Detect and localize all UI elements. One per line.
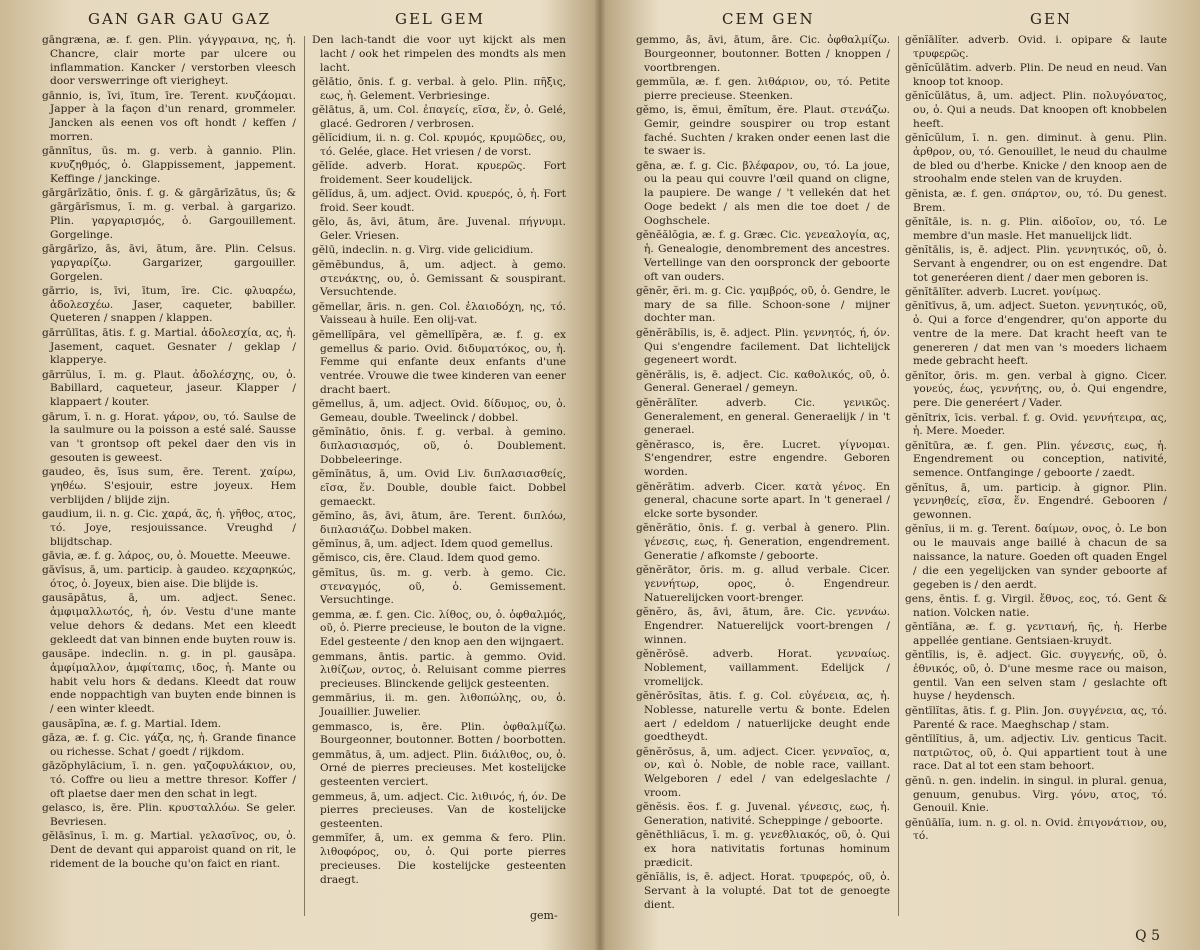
dictionary-entry: gānnio, is, īvi, ītum, īre. Terent. κνυζάομαι. Japper à la façon d'un renard, grommeler. Jancken als eenen vos oft hondt / keffen / morren. [42,89,296,144]
dictionary-entry: gĕmĭnus, ā, um. adject. Idem quod gemellus. [312,538,554,551]
dictionary-entry: gāvīsus, ā, um. particip. à gaudeo. κεχαρηκώς, ότος, ὁ. Joyeux, bien aise. Die blijde is. [42,564,296,591]
dictionary-entry: Den lach-tandt die voor uyt kijckt als men lacht / ook het rimpelen des mondts als men lacht. [312,34,566,74]
dictionary-entry: gemma, æ. f. gen. Cic. λίθος, ου, ὁ. ὀφθαλμός, οῦ, ὁ. Pierre precieuse, le bouton de la vigne. Edel gesteente / den knop aen den wijngaert. [312,608,566,649]
right-page-column-1 [636,34,890,934]
dictionary-entry: gĕmĭnātus, ā, um. Ovid Liv. διπλασιασθείς, εῖσα, ἕν. Double, double faict. Dobbel gemaeckt. [312,468,566,508]
dictionary-entry: gānnītus, ūs. m. g. verb. à gannio. Plin. κνυζηθμός, ὁ. Glappissement, jappement. Keffinge / janckinge. [42,145,296,185]
dictionary-entry: gĕlū, indeclin. n. g. Virg. vide gelicidium. [312,244,534,257]
dictionary-entry: gemmans, āntis. partic. à gemmo. Ovid. λιθίζων, οντος, ὁ. Reluisant comme pierres precieuses. Blinckende gelijck gesteenten. [312,650,566,691]
dictionary-entry: gĕnĭcŭlātus, ā, um. adject. Plin. πολυγόνατος, ου, ὁ. Qui a neuds. Dat knoopen oft knobbelen heeft. [905,90,1167,130]
dictionary-entry: gārrŭlus, ī. m. g. Plaut. ἀδολέσχης, ου, ὁ. Babillard, caqueteur, jaseur. Klapper / klappaert / kouter. [42,368,296,409]
dictionary-entry: gens, ēntis. f. g. Virgil. ἔθνος, εος, τό. Gent & nation. Volcken natie. [905,592,1167,619]
signature-mark: Q 5 [1135,928,1160,944]
dictionary-entry: gĕnĭtāle, is. n. g. Plin. αἰδοῖον, ου, τό. Le membre d'un masle. Het manuelijck lidt. [905,215,1167,242]
dictionary-entry: gārgārīzo, ās, āvi, ātum, āre. Plin. Celsus. γαργαρίζω. Gargarizer, gargouiller. Gorgelen. [42,242,296,283]
dictionary-entry: gĕnĭcŭlum, ī. n. gen. diminut. à genu. Plin. ἀρθρον, ου, τό. Genouillet, le neud du chaulme de bled ou d'herbe. Knicke / den knoop aen de stroohalm ende stelen van de kruyden. [905,132,1167,186]
dictionary-entry: gĕntīlĭtius, ā, um. adjectiv. Liv. genticus Tacit. πατριῶτος, οῦ, ὁ. Qui appartient tout à une race. Dat al tot een stam behoort. [905,732,1167,773]
dictionary-entry: gĕmĕbundus, ā, um. adject. à gemo. στενάκτης, ου, ὁ. Gemissant & souspirant. Versuchtende. [312,258,566,299]
dictionary-entry: gĕmo, is, ĕmui, ĕmĭtum, ĕre. Plaut. στενάζω. Gemir, geindre souspirer ou trop estant faché. Suchten / kraken onder eenen last die te swaer is. [636,103,890,158]
running-header-left-col1: GAN GAR GAU GAZ [88,10,272,28]
dictionary-entry: gĕmĭnātio, ōnis. f. g. verbal. à gemino. διπλασιασμός, οῦ, ὁ. Doublement. Dobbeleeringe. [312,426,566,466]
dictionary-entry: gĕnĕrōsĭtas, ātis. f. g. Col. εὐγένεια, ας, ἡ. Noblesse, naturelle vertu & bonte. Edelen aert / edeldom / natuerlijcke deught ende goedtheydt. [636,689,890,744]
dictionary-entry: gĕnĕrātim. adverb. Cicer. κατὰ γένος. En general, chacune sorte apart. In 't generael / elcke sorte bysonder. [636,480,890,521]
dictionary-entry: gĕnĕrālis, is, ē. adject. Cic. καθολικός, οῦ, ὁ. General. Generael / gemeyn. [636,368,890,395]
dictionary-entry: gausăpe. indeclin. n. g. in pl. gausăpa. ἀμφίμαλλον, ἀμφίταπις, ιδος, ἡ. Mante ou habit velu hors & dedans. Kleedt dat rouw ende noppachtigh van buyten ende binnen is / een winter kleedt. [42,648,296,716]
dictionary-entry: gĕmĭtus, ūs. m. g. verb. à gemo. Cic. στεναγμός, οῦ, ὁ. Gemissement. Versuchtinge. [312,566,566,607]
dictionary-entry: gelasco, is, ēre. Plin. κρυσταλλόω. Se geler. Bevriesen. [42,801,296,828]
dictionary-entry: gemmārius, ii. m. gen. λιθοπώλης, ου, ὁ. Jouaillier. Juwelier. [312,692,566,719]
dictionary-entry: gemmŭla, æ. f. gen. λιθάριον, ου, τό. Petite pierre precieuse. Steenken. [636,75,890,102]
dictionary-entry: gārrio, is, īvi, ītum, īre. Cic. φλυαρέω, ἀδολεσχέω. Jaser, caqueter, babiller. Queteren / snappen / klappen. [42,284,296,325]
dictionary-entry: gĕnĕrātio, ōnis. f. g. verbal à genero. Plin. γένεσις, εως, ἡ. Generation, engendrement. Generatie / afkomste / geboorte. [636,522,890,562]
dictionary-entry: gāza, æ. f. g. Cic. γάζα, ης, ἡ. Grande finance ou richesse. Schat / goedt / rijkdom. [42,731,296,758]
dictionary-entry: gausăpīna, æ. f. g. Martial. Idem. [42,717,222,730]
column-rule [898,36,899,916]
dictionary-entry: gĕnĭtūra, æ. f. gen. Plin. γένεσις, εως, ἡ. Engendrement ou conception, nativité, semence. Ontfanginge / geboorte / zaedt. [905,439,1167,480]
dictionary-entry: gārrūlītas, ātis. f. g. Martial. ἀδολεσχία, ας, ἡ. Jasement, caquet. Gesnater / geklap / klapperye. [42,326,296,367]
dictionary-entry: gĕnĕrōsus, ā, um. adject. Cicer. γενναῖος, α, ον, καὶ ὁ. Noble, de noble race, vaillant. Welgeboren / edel / van edelgeslachte / vroom. [636,745,890,800]
dictionary-entry: gĕnĕrālĭter. adverb. Cic. γενικῶς. Generalement, en general. Generaelijk / in 't generael. [636,396,890,437]
dictionary-entry: gemmātus, ā, um. adject. Plin. διάλιθος, ου, ὁ. Orné de pierres precieuses. Met kostelijcke gesteenten verciert. [312,748,566,789]
dictionary-entry: gĕlo, ās, āvi, ātum, āre. Juvenal. πήγνυμι. Geler. Vriesen. [312,216,566,243]
dictionary-entry: gĕmĭno, ās, āvi, ātum, āre. Terent. διπλόω, διπλασιάζω. Dobbel maken. [312,510,566,536]
dictionary-entry: gemmasco, is, ēre. Plin. ὀφθαλμίζω. Bourgeonner, boutonner. Botten / boorbotten. [312,720,566,747]
catchword: gem- [530,909,558,922]
dictionary-entry: gĕlātus, ā, um. Col. ἐπαγείς, εῖσα, ἕν, ὁ. Gelé, glacé. Gedroren / verbrosen. [312,103,566,130]
dictionary-entry: gĕnĕălŏgia, æ. f. g. Græc. Cic. γενεαλογία, ας, ἡ. Genealogie, denombrement des ancestres. Vertellinge van den oorspronck der geboorte oft van ouders. [636,229,890,283]
dictionary-entry: gaudium, ii. n. g. Cic. χαρά, ᾶς, ἡ. γῆθος, ατος, τό. Joye, resjouissance. Vreughd / blijdtschap. [42,508,296,548]
dictionary-entry: gĕnūālĭa, ium. n. g. ol. n. Ovid. ἐπιγονάτιον, ου, τό. [905,816,1167,843]
running-header-right-col2: GEN [1030,10,1073,28]
dictionary-entry: gĕmellus, ā, um. adject. Ovid. δίδυμος, ου, ὁ. Gemeau, double. Tweelinck / dobbel. [312,398,566,425]
running-header-left-col2: GEL GEM [395,10,485,28]
dictionary-entry: gĕmellar, āris. n. gen. Col. ἐλαιοδόχη, ης, τό. Vaisseau à huile. Een olij-vat. [312,300,566,327]
dictionary-entry: gĕnĭus, ii m. g. Terent. δαίμων, ονος, ὁ. Le bon ou le mauvais ange baillé à chacun de sa naissance, la nature. Goeden oft quaden Engel / die een yegelijcken van synder geboorte af gegeben is / den aerdt. [905,523,1167,591]
dictionary-entry: gēna, æ. f. g. Cic. βλέφαρον, ου, τό. La joue, ou la peau qui couvre l'œil quand on cligne, la paupiere. De wange / 't vellekén dat het Ooge bedekt / als men die toe doet / de Ooghschele. [636,159,890,227]
dictionary-entry: gĕnĭtālis, is, ē. adject. Plin. γεννητικός, οῦ, ὁ. Servant à engendrer, ou on est engendre. Dat tot generéeren dient / daer men geboren is. [905,243,1167,284]
dictionary-entry: gĕnĭālĭter. adverb. Ovid. i. opipare & laute τρυφερῶς. [905,34,1167,60]
dictionary-entry: gĕlĭdus, ā, um. adject. Ovid. κρυερός, ὁ, ἡ. Fort froid. Seer koudt. [312,188,566,215]
left-page-column-1 [42,34,296,934]
dictionary-entry: gaudeo, ēs, īsus sum, ēre. Terent. χαίρω, γηθέω. S'esjouir, estre joyeux. Hem verblijden / blijde zijn. [42,466,296,506]
dictionary-entry: gĕnū. n. gen. indelin. in singul. in plural. genua, genuum, genubus. Virg. γόνυ, ατος, τό. Genouil. Knie. [905,774,1167,815]
dictionary-entry: gĕnĕrōsē. adverb. Horat. γενναίως. Noblement, vaillamment. Edelijck / vromelijck. [636,648,890,688]
dictionary-entry: gĕntīlĭtas, ātis. f. g. Plin. Jon. συγγένεια, ας, τό. Parenté & race. Maeghschap / stam. [905,704,1167,731]
dictionary-entry: gĕntĭāna, æ. f. g. γεντιανή, ῆς, ἡ. Herbe appellée gentiane. Gentsiaen-kruydt. [905,620,1167,647]
dictionary-entry: gāvia, æ. f. g. λάρος, ου, ὁ. Mouette. Meeuwe. [42,549,291,562]
dictionary-entry: gāzŏphylăcium, ī. n. gen. γαζοφυλάκιον, ου, τό. Coffre ou lieu a mettre thresor. Koffer / oft plaetse daer men den schat in legt. [42,759,296,800]
dictionary-entry: gĕnĭtīvus, ā, um. adject. Sueton. γεννητικός, οῦ, ὁ. Qui a force d'engendrer, qu'on apporte du ventre de la mere. Dat kracht heeft van te genereren / dat men van 's moeders lichaem mede gebracht heeft. [905,300,1167,368]
dictionary-entry: gĕnĕthliăcus, ī. m. g. γενεθλιακός, οῦ, ὁ. Qui ex hora nativitatis fortunas hominum prædicit. [636,829,890,870]
dictionary-entry: gĕlāsīnus, ī. m. g. Martial. γελασῖνος, ου, ὁ. Dent de devant qui apparoist quand on rit, le ridement de la bouche qu'on faict en riant. [42,829,296,870]
right-page [600,0,1200,950]
dictionary-entry: gĕnista, æ. f. gen. σπάρτον, ου, τό. Du genest. Brem. [905,187,1167,214]
dictionary-entry: gĕmellĭpăra, vel gĕmellĭpĕra, æ. f. g. ex gemellus & pario. Ovid. διδυματόκος, ου, ἡ. Femme qui enfante deux enfants d'une ventrée. Vrouwe die twee kinderen van eener dracht baert. [312,328,566,396]
right-page-column-2 [905,34,1167,934]
dictionary-entry: gemmeus, ā, um. adject. Cic. λιθινός, ή, όν. De pierres precieuses. Van de kostelijcke gesteenten. [312,790,566,831]
dictionary-entry: gĕnĕrābĭlis, is, ē. adject. Plin. γεννητός, ή, όν. Qui s'engendre facilement. Dat lichtelijck gegeneert wordt. [636,326,890,367]
dictionary-entry: gĕmisco, cis, ēre. Claud. Idem quod gemo. [312,552,541,565]
dictionary-entry: gĕlātio, ōnis. f. g. verbal. à gelo. Plin. πῆξις, εως, ἡ. Gelement. Verbriesinge. [312,75,566,102]
dictionary-entry: gĕnĕrasco, is, ēre. Lucret. γίγνομαι. S'engendrer, estre engendre. Geboren worden. [636,438,890,479]
dictionary-entry: gĕlĭcidium, ii. n. g. Col. κρυμός, κρυμῶδες, ου, τό. Gelée, glace. Het vriesen / de vorst. [312,132,566,158]
dictionary-entry: gārgārīzātio, ōnis. f. g. & gārgārīzātus, ūs; & gārgārīsmus, ī. m. g. verbal. à gargarizo. Plin. γαργαρισμός, ὁ. Gargouillement. Gorgelinge. [42,187,296,241]
dictionary-entry: gĕnĭtālĭter. adverb. Lucret. γονίμως. [905,285,1101,298]
dictionary-entry: gemmĭfer, ā, um. ex gemma & fero. Plin. λιθοφόρος, ου, ὁ. Qui porte pierres precieuses. Die kostelijcke gesteenten draegt. [312,832,566,886]
left-page-column-2 [312,34,566,934]
column-rule [304,36,305,916]
dictionary-entry: gĕntīlis, is, ē. adject. Gic. συγγενής, οῦ, ὁ. ἐθνικός, οῦ, ὁ. D'une mesme race ou maison, gentil. Van een selven stam / geslachte oft huyse / heydensch. [905,649,1167,703]
dictionary-entry: gĕnĕsis. ĕos. f. g. Juvenal. γένεσις, εως, ἡ. Generation, nativité. Scheppinge / geboorte. [636,801,890,828]
dictionary-entry: gĕnĭālis, is, ē. adject. Horat. τρυφερός, οῦ, ὁ. Servant à la volupté. Dat tot de genoegte dient. [636,871,890,911]
dictionary-entry: gāngræna, æ. f. gen. Plin. γάγγραινα, ης, ἡ. Chancre, clair morte par ulcere ou inflammation. Kancker / verstorben vleesch door verswerringe oft vierigheyt. [42,34,296,88]
dictionary-entry: gĕnĭtus, ā, um. particip. à gignor. Plin. γεννηθείς, εῖσα, ἕν. Engendré. Gebooren / gewonnen. [905,481,1167,522]
dictionary-entry: gĕnĭtrix, īcis. verbal. f. g. Ovid. γεννήτειρα, ας, ἡ. Mere. Moeder. [905,411,1167,438]
dictionary-entry: gĕnĭtor, ōris. m. gen. verbal à gigno. Cicer. γονεύς, έως, γεννήτης, ου, ὁ. Qui engendre, pere. Die generéert / Vader. [905,369,1167,410]
dictionary-entry: gemmo, ās, āvi, ātum, āre. Cic. ὀφθαλμίζω. Bourgeonner, boutonner. Botten / knoppen / voortbrengen. [636,34,890,74]
dictionary-entry: gĕnĭcŭlātim. adverb. Plin. De neud en neud. Van knoop tot knoop. [905,62,1167,88]
dictionary-entry: gĕlĭde. adverb. Horat. κρυερῶς. Fort froidement. Seer koudelijck. [312,160,566,186]
dictionary-entry: gĕnĕr, ĕri. m. g. Cic. γαμβρός, οῦ, ὁ. Gendre, le mary de sa fille. Schoon-sone / mijner dochter man. [636,284,890,325]
running-header-right-col1: CEM GEN [722,10,815,28]
dictionary-entry: gārum, ī. n. g. Horat. γάρον, ου, τό. Saulse de la saulmure ou la poisson a esté salé. Sausse van 't grontsop oft pekel daer den vis in gesouten is geweest. [42,410,296,464]
dictionary-entry: gĕnĕrātor, ōris. m. g. allud verbale. Cicer. γεννήτωρ, ορος, ὁ. Engendreur. Natuerelijcken voort-brenger. [636,564,890,604]
dictionary-entry: gausăpātus, ā, um. adject. Senec. ἀμφιμαλλωτός, ἡ, όν. Vestu d'une mante velue dehors & dedans. Met een kleedt gekleedt dat van binnen ende buyten rouw is. [42,592,296,646]
dictionary-entry: gĕnĕro, ās, āvi, ātum, āre. Cic. γεννάω. Engendrer. Natuerelijck voort-brengen / winnen. [636,606,890,646]
